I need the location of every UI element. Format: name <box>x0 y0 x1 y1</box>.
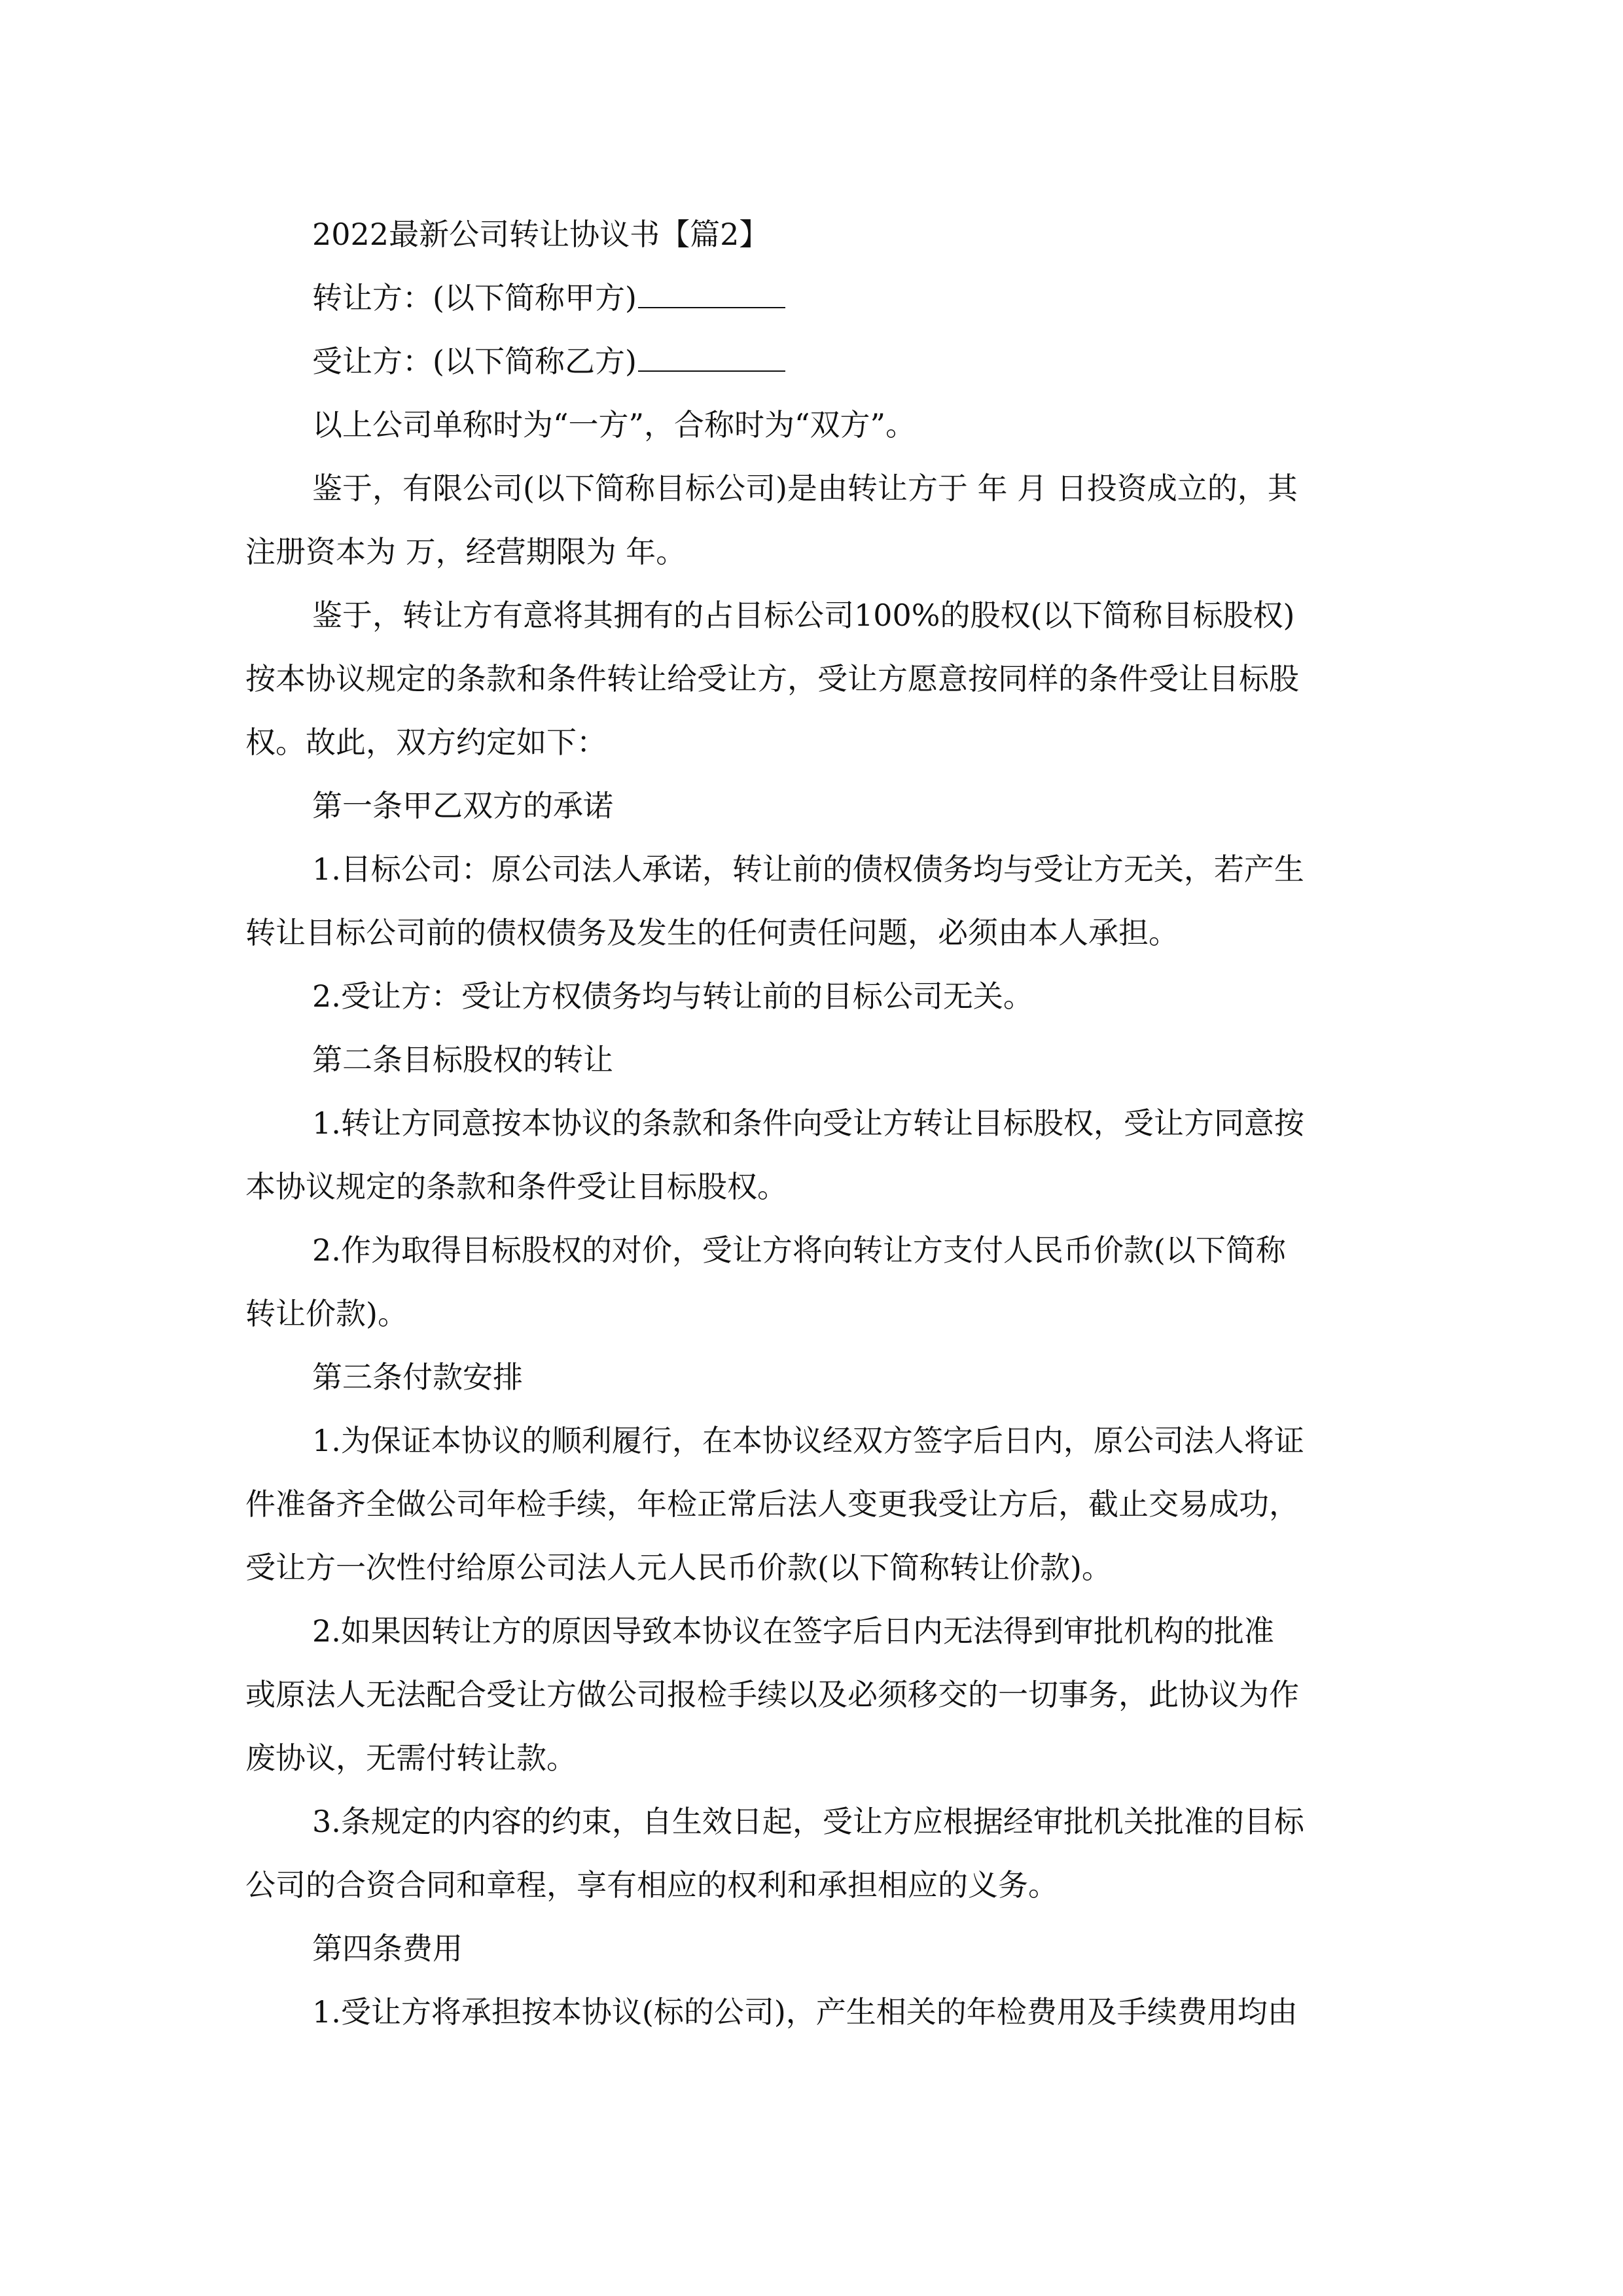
document-line <box>245 266 1381 330</box>
document-line <box>245 520 1381 584</box>
document-line <box>245 965 1381 1028</box>
document-line <box>245 1536 1381 1600</box>
document-line <box>245 1981 1381 2044</box>
document-line <box>245 1346 1381 1409</box>
document-paragraphs <box>245 266 1381 2044</box>
document-title: 2022最新公司转让协议书【篇2】 <box>312 217 770 252</box>
document-line <box>245 774 1381 838</box>
document-line <box>245 330 1381 393</box>
line-text: 受让方：(以下简称乙方) <box>312 344 637 379</box>
document-line <box>245 1727 1381 1790</box>
line-text: 1.为保证本协议的顺利履行，在本协议经双方签字后日内，原公司法人将证 <box>312 1423 1304 1458</box>
line-text: 2.受让方：受让方权债务均与转让前的目标公司无关。 <box>312 978 1033 1014</box>
line-text: 1.目标公司：原公司法人承诺，转让前的债权债务均与受让方无关，若产生 <box>312 852 1304 887</box>
document-line <box>245 1600 1381 1663</box>
line-text: 第一条甲乙双方的承诺 <box>312 788 613 823</box>
document-line <box>245 1028 1381 1092</box>
document-line <box>245 1473 1381 1536</box>
line-text: 按本协议规定的条款和条件转让给受让方，受让方愿意按同样的条件受让目标股 <box>245 661 1299 696</box>
line-text: 转让目标公司前的债权债务及发生的任何责任问题，必须由本人承担。 <box>245 915 1179 950</box>
line-text: 转让方：(以下简称甲方) <box>312 280 637 315</box>
line-text: 2.如果因转让方的原因导致本协议在签字后日内无法得到审批机构的批准 <box>312 1613 1274 1649</box>
document-line <box>245 1092 1381 1155</box>
line-text: 3.条规定的内容的约束，自生效日起，受让方应根据经审批机关批准的目标 <box>312 1804 1304 1839</box>
line-text: 1.受让方将承担按本协议(标的公司)，产生相关的年检费用及手续费用均由 <box>312 1994 1298 2030</box>
document-line <box>245 1917 1381 1981</box>
document-line <box>245 1663 1381 1727</box>
document-line <box>245 838 1381 901</box>
line-text: 第三条付款安排 <box>312 1359 523 1395</box>
document-line <box>245 1409 1381 1473</box>
line-text: 或原法人无法配合受让方做公司报检手续以及必须移交的一切事务，此协议为作 <box>245 1677 1299 1712</box>
document-line <box>245 1282 1381 1346</box>
line-text: 废协议，无需付转让款。 <box>245 1740 577 1776</box>
line-text: 公司的合资合同和章程，享有相应的权利和承担相应的义务。 <box>245 1867 1058 1903</box>
fill-in-blank <box>638 269 785 308</box>
line-text: 件准备齐全做公司年检手续，年检正常后法人变更我受让方后，截止交易成功， <box>245 1486 1299 1522</box>
line-text: 鉴于，转让方有意将其拥有的占目标公司100%的股权(以下简称目标股权) <box>312 598 1295 633</box>
document-line <box>245 901 1381 965</box>
fill-in-blank <box>638 332 785 372</box>
line-text: 第二条目标股权的转让 <box>312 1042 613 1077</box>
document-line <box>245 457 1381 520</box>
line-text: 注册资本为 万，经营期限为 年。 <box>245 534 687 569</box>
line-text: 转让价款)。 <box>245 1296 408 1331</box>
document-line <box>245 1155 1381 1219</box>
document-line <box>245 393 1381 457</box>
line-text: 2.作为取得目标股权的对价，受让方将向转让方支付人民币价款(以下简称 <box>312 1232 1286 1268</box>
line-text: 第四条费用 <box>312 1931 463 1966</box>
line-text: 鉴于，有限公司(以下简称目标公司)是由转让方于 年 月 日投资成立的，其 <box>312 471 1298 506</box>
document-line <box>245 584 1381 647</box>
document-line <box>245 1854 1381 1917</box>
document-line <box>245 711 1381 774</box>
line-text: 本协议规定的条款和条件受让目标股权。 <box>245 1169 787 1204</box>
line-text: 受让方一次性付给原公司法人元人民币价款(以下简称转让价款)。 <box>245 1550 1112 1585</box>
line-text: 权。故此，双方约定如下： <box>245 725 607 760</box>
line-text: 1.转让方同意按本协议的条款和条件向受让方转让目标股权，受让方同意按 <box>312 1105 1304 1141</box>
document-body <box>245 203 1381 2044</box>
line-text: 以上公司单称时为“一方”，合称时为“双方”。 <box>312 407 916 442</box>
document-line <box>245 1790 1381 1854</box>
document-line <box>245 647 1381 711</box>
document-line <box>245 1219 1381 1282</box>
